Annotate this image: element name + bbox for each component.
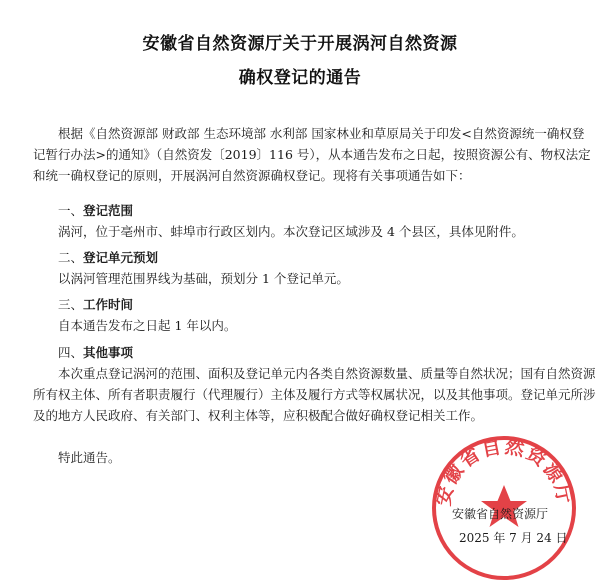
section-title: 登记范围	[83, 203, 134, 218]
intro-line: 记暂行办法>的通知》（自然资发〔2019〕116 号），从本通告发布之日起，按照资源公有、物权法定	[33, 147, 591, 162]
intro-line: 和统一确权登记的原则，开展涡河自然资源确权登记。现将有关事项通告如下：	[33, 168, 471, 183]
section-title: 工作时间	[83, 297, 134, 312]
section-body-line: 本次重点登记涡河的范围、面积及登记单元内各类自然资源数量、质量等自然状况；国有自然资源	[58, 366, 596, 381]
section-heading	[33, 342, 568, 363]
section-heading	[33, 294, 568, 315]
section-body-line: 所有权主体、所有者职责履行（代理履行）主体及履行方式等权属状况，以及其他事项。登记单元所涉	[33, 387, 596, 402]
intro-paragraph	[33, 123, 591, 186]
section-number: 一、	[58, 203, 84, 218]
svg-text:安徽省自然资源厅: 安徽省自然资源厅	[432, 435, 576, 508]
signature-date: 2025 年 7 月 24 日	[459, 531, 568, 545]
section-3	[33, 294, 568, 336]
section-body-line: 涡河，位于亳州市、蚌埠市行政区划内。本次登记区域涉及 4 个县区，具体见附件。	[58, 224, 524, 239]
section-title: 其他事项	[83, 345, 134, 360]
section-2	[33, 247, 568, 289]
signature-org: 安徽省自然资源厅	[452, 507, 549, 521]
section-1	[33, 200, 568, 242]
section-4	[33, 342, 596, 426]
section-body-line: 自本通告发布之日起 1 年以内。	[58, 318, 237, 333]
section-number: 四、	[58, 345, 84, 360]
section-body-line: 及的地方人民政府、有关部门、权利主体等，应积极配合做好确权登记相关工作。	[33, 408, 484, 423]
section-heading	[33, 200, 568, 221]
section-number: 二、	[58, 250, 84, 265]
section-number: 三、	[58, 297, 84, 312]
closing-text: 特此通告。	[58, 450, 121, 465]
section-heading	[33, 247, 568, 268]
document-title-line-1: 安徽省自然资源厅关于开展涡河自然资源	[142, 34, 458, 54]
section-body-line: 以涡河管理范围界线为基础，预划分 1 个登记单元。	[58, 271, 349, 286]
document-title-line-2: 确权登记的通告	[238, 68, 362, 88]
intro-line: 根据《自然资源部 财政部 生态环境部 水利部 国家林业和草原局关于印发<自然资源统一确权登	[58, 126, 585, 141]
section-title: 登记单元预划	[83, 250, 159, 265]
